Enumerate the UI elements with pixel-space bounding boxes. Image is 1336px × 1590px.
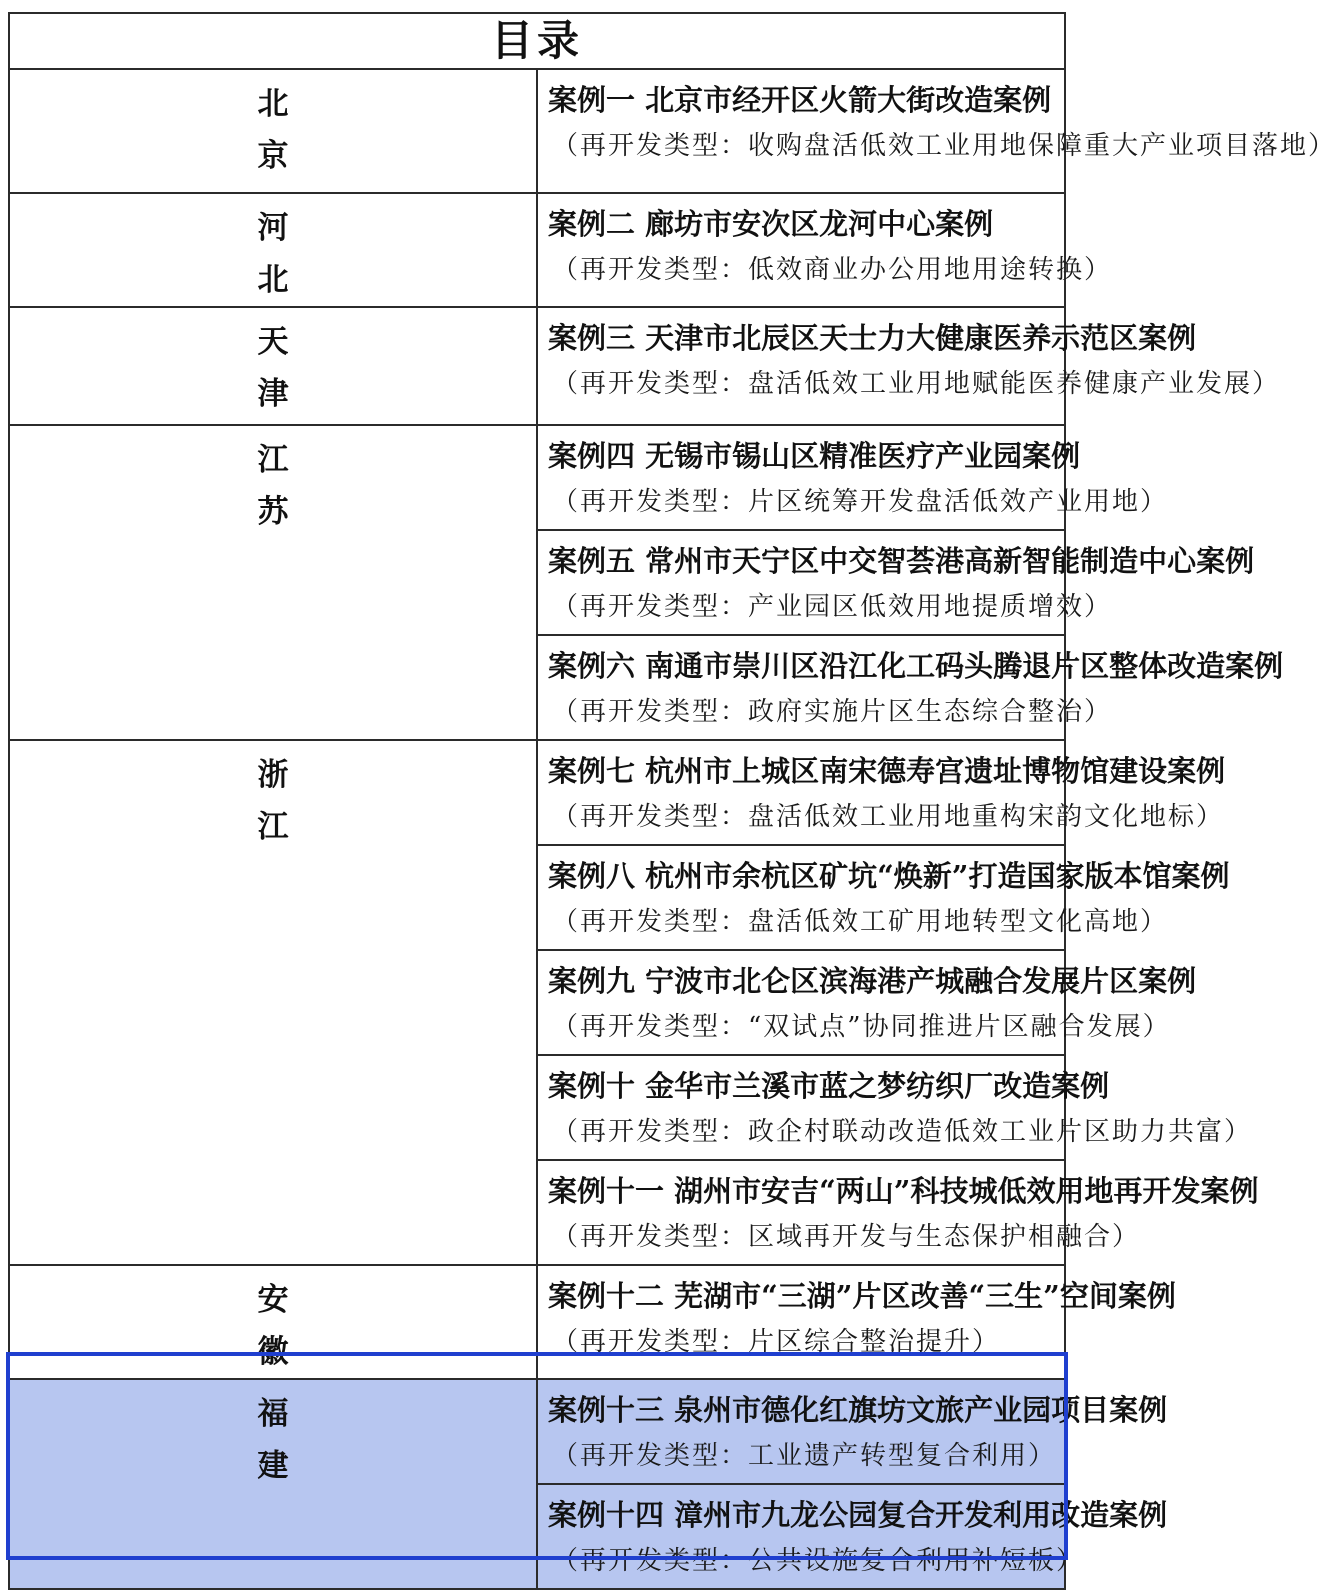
province-char: 北 <box>257 86 289 122</box>
toc-table <box>8 12 1336 1590</box>
case-redevelopment-type: （再开发类型：政府实施片区生态综合整治） <box>552 697 1113 727</box>
province-cell <box>9 1265 537 1379</box>
province-label <box>10 741 536 853</box>
province-label <box>10 1266 536 1378</box>
province-cell <box>9 425 537 740</box>
case-redevelopment-type: （再开发类型：盘活低效工业用地重构宋韵文化地标） <box>552 802 1225 832</box>
case-redevelopment-type: （再开发类型：“双试点”协同推进片区融合发展） <box>552 1012 1171 1042</box>
case-row <box>9 1379 1065 1484</box>
case-title: 案例一 北京市经开区火箭大街改造案例 <box>548 83 1052 117</box>
province-char: 苏 <box>257 494 289 530</box>
case-title: 案例五 常州市天宁区中交智荟港高新智能制造中心案例 <box>548 544 1255 578</box>
case-cell <box>537 950 1197 1055</box>
case-redevelopment-type: （再开发类型：收购盘活低效工业用地保障重大产业项目落地） <box>552 131 1336 161</box>
case-redevelopment-type: （再开发类型：区域再开发与生态保护相融合） <box>552 1222 1141 1252</box>
title-row <box>9 13 1065 69</box>
case-row <box>9 193 1065 307</box>
case-cell <box>537 635 1284 740</box>
case-redevelopment-type: （再开发类型：低效商业办公用地用途转换） <box>552 255 1113 285</box>
case-title: 案例八 杭州市余杭区矿坑“焕新”打造国家版本馆案例 <box>548 859 1230 893</box>
case-row <box>9 740 1065 845</box>
province-label <box>10 70 536 182</box>
case-title: 案例十四 漳州市九龙公园复合开发利用改造案例 <box>548 1498 1168 1532</box>
case-cell <box>537 69 1336 193</box>
province-label <box>10 1380 536 1492</box>
province-char: 北 <box>257 262 289 298</box>
case-redevelopment-type: （再开发类型：政企村联动改造低效工业片区助力共富） <box>552 1117 1253 1147</box>
province-cell <box>9 193 537 307</box>
case-cell <box>537 425 1169 530</box>
province-cell <box>9 307 537 425</box>
case-row <box>9 425 1065 530</box>
province-char: 安 <box>257 1282 289 1318</box>
case-title: 案例三 天津市北辰区天士力大健康医养示范区案例 <box>548 321 1197 355</box>
case-redevelopment-type: （再开发类型：盘活低效工矿用地转型文化高地） <box>552 907 1169 937</box>
case-title: 案例七 杭州市上城区南宋德寿宫遗址博物馆建设案例 <box>548 754 1226 788</box>
province-char: 徽 <box>257 1334 289 1370</box>
province-char: 江 <box>257 442 289 478</box>
page-title: 目录 <box>9 13 1065 69</box>
province-char: 福 <box>257 1396 289 1432</box>
case-redevelopment-type: （再开发类型：片区综合整治提升） <box>552 1327 1001 1357</box>
province-char: 建 <box>257 1448 289 1484</box>
province-cell <box>9 1379 537 1589</box>
case-cell <box>537 1484 1168 1589</box>
case-row <box>9 307 1065 425</box>
case-redevelopment-type: （再开发类型：公共设施复合利用补短板） <box>552 1546 1085 1576</box>
case-row <box>9 69 1065 193</box>
case-cell <box>537 1379 1168 1484</box>
case-cell <box>537 1160 1259 1265</box>
case-cell <box>537 845 1230 950</box>
case-title: 案例十三 泉州市德化红旗坊文旅产业园项目案例 <box>548 1393 1168 1427</box>
case-cell <box>537 740 1226 845</box>
case-title: 案例十二 芜湖市“三湖”片区改善“三生”空间案例 <box>548 1279 1176 1313</box>
province-label <box>10 426 536 538</box>
province-label <box>10 308 536 420</box>
case-cell <box>537 530 1255 635</box>
case-title: 案例十 金华市兰溪市蓝之梦纺织厂改造案例 <box>548 1069 1110 1103</box>
province-char: 天 <box>257 324 289 360</box>
case-title: 案例六 南通市崇川区沿江化工码头腾退片区整体改造案例 <box>548 649 1284 683</box>
province-char: 浙 <box>257 757 289 793</box>
case-row <box>9 1265 1065 1379</box>
case-redevelopment-type: （再开发类型：工业遗产转型复合利用） <box>552 1441 1057 1471</box>
case-cell <box>537 1265 1176 1379</box>
case-redevelopment-type: （再开发类型：产业园区低效用地提质增效） <box>552 592 1113 622</box>
case-redevelopment-type: （再开发类型：片区统筹开发盘活低效产业用地） <box>552 487 1169 517</box>
case-cell <box>537 193 1113 307</box>
case-title: 案例十一 湖州市安吉“两山”科技城低效用地再开发案例 <box>548 1174 1259 1208</box>
province-char: 津 <box>257 376 289 412</box>
case-title: 案例四 无锡市锡山区精准医疗产业园案例 <box>548 439 1081 473</box>
case-redevelopment-type: （再开发类型：盘活低效工业用地赋能医养健康产业发展） <box>552 369 1281 399</box>
province-char: 河 <box>257 210 289 246</box>
province-char: 江 <box>257 809 289 845</box>
province-cell <box>9 740 537 1265</box>
case-cell <box>537 307 1281 425</box>
province-cell <box>9 69 537 193</box>
case-title: 案例二 廊坊市安次区龙河中心案例 <box>548 207 994 241</box>
case-cell <box>537 1055 1253 1160</box>
province-label <box>10 194 536 306</box>
case-title: 案例九 宁波市北仑区滨海港产城融合发展片区案例 <box>548 964 1197 998</box>
province-char: 京 <box>257 138 289 174</box>
